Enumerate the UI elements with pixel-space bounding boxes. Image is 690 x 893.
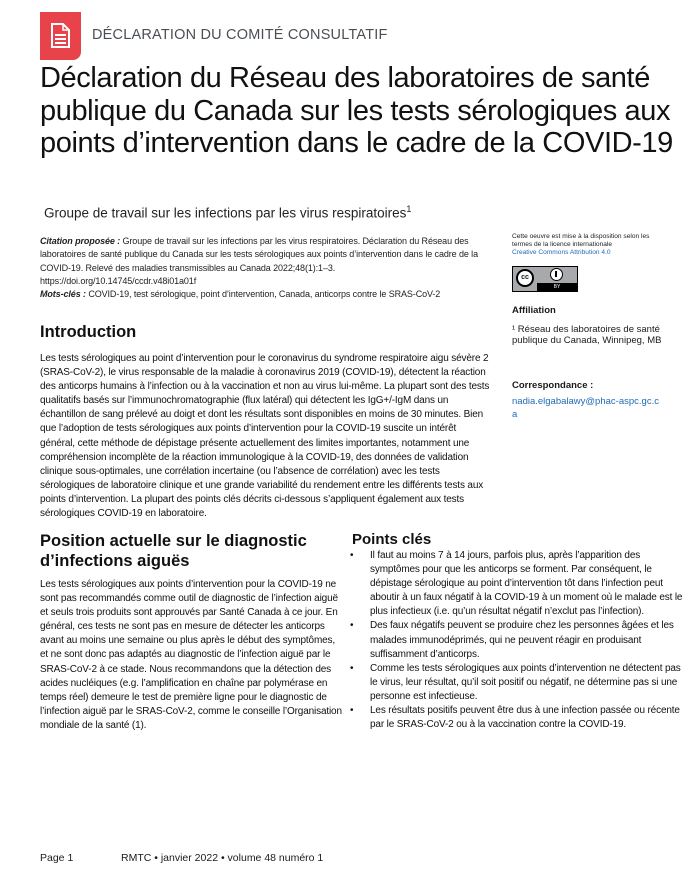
author-superscript: 1: [406, 204, 412, 214]
affiliation-title: Affiliation: [512, 304, 556, 316]
author-group: Groupe de travail sur les infections par les virus respiratoires: [44, 205, 407, 221]
cc-by-badge[interactable]: [512, 266, 578, 292]
license-text: Cette oeuvre est mise à la disposition selon les termes de la licence internationale: [512, 233, 650, 249]
sidebar: [512, 233, 684, 421]
affiliation-text: ¹ Réseau des laboratoires de santé publique du Canada, Winnipeg, MB: [512, 323, 662, 347]
bullet: •: [350, 550, 354, 561]
key-point-item: [347, 704, 683, 732]
key-point-item: [347, 619, 683, 661]
citation-label: Citation proposée :: [40, 236, 121, 246]
license-link[interactable]: Creative Commons Attribution 4.0: [512, 249, 611, 257]
bullet: •: [350, 662, 354, 674]
bullet: •: [350, 705, 354, 717]
section-label: DÉCLARATION DU COMITÉ CONSULTATIF: [92, 27, 388, 43]
introduction-heading: Introduction: [40, 323, 137, 341]
key-point-item: [347, 662, 683, 704]
key-point-item: [347, 549, 683, 619]
position-heading: Position actuelle sur le diagnostic d’infections aiguës: [40, 532, 307, 570]
citation-text: Groupe de travail sur les infections par les virus respiratoires. Déclaration du Réseau des laboratoires de santé publique du Canada sur les tests sérologiques aux points d’intervention dans le cadre de la COVID-19. Relevé des maladies transmissibles au Canada 2022;48(1):1–3.: [40, 236, 478, 273]
person-icon: [550, 268, 563, 281]
position-section: [40, 531, 342, 733]
key-point-text: Les résultats positifs peuvent être dus à une infection passée ou récente par le SRAS-CoV-2 ou à la vaccination contre la COVID-19.: [370, 705, 680, 731]
key-point-text: Il faut au moins 7 à 14 jours, parfois plus, après l’apparition des symptômes pour que les anticorps se forment. Par conséquent, le dépistage sérologique au point d’intervention tôt dans l’infection peut aboutir à un faux négatif à la COVID-19 à un moment où le malade est le plus infectieux (i.e. qu’un résultat négatif n’exclut pas l’infection).: [370, 550, 683, 618]
introduction-section: [40, 322, 490, 521]
cc-icon: cc: [516, 269, 534, 287]
correspondence-email[interactable]: nadia.elgabalawy@phac-aspc.gc.ca: [512, 395, 659, 420]
journal-info: RMTC • janvier 2022 • volume 48 numéro 1: [121, 852, 324, 864]
keywords-text: COVID-19, test sérologique, point d’intervention, Canada, anticorps contre le SRAS-CoV-2: [85, 289, 441, 300]
page-number: Page 1: [40, 852, 74, 864]
key-points-section: [347, 531, 683, 732]
introduction-body: Les tests sérologiques au point d’intervention pour le coronavirus du syndrome respiratoire aigu sévère 2 (SRAS-CoV-2), le virus responsable de la maladie à coronavirus 2019 (COVID-19), détectent la réaction des anticorps humains à l’infection ou à la vaccination et non au virus lui-même. La plupart sont des tests qualitatifs basés sur l’immunochromatographie (flux latéral) qui détectent les IgG+/-IgM dans un échantillon de sang prélevé au doigt et dont les résultats sont disponibles en moins de 30 minutes. Bien que l’adoption de tests sérologiques aux points d’intervention pour la COVID-19 suscite un intérêt général, cette méthode de dépistage présente actuellement des limites importantes, notamment une compréhension incomplète de la réaction immunologique à la COVID-19, des données de validation clinique sous-optimales, une corrélation incertaine (ou l’absence de corrélation) avec les tests sérologiques de laboratoire clinique et une grande variabilité du rendement entre les différents tests aux points d’intervention. La plupart des points clés décrits ci-dessous s’appliquent également aux tests sérologiques COVID-19 en laboratoire.: [40, 353, 490, 520]
footer: [40, 852, 323, 864]
citation-block: [40, 235, 498, 301]
doi-link[interactable]: https://doi.org/10.14745/ccdr.v48i01a01f: [40, 275, 197, 286]
key-points-list: [347, 549, 683, 732]
key-point-text: Des faux négatifs peuvent se produire chez les personnes âgées et les malades immunodéprimés, qui ne peuvent réagir en produisant suffisamment d’anticorps.: [370, 620, 674, 660]
key-point-text: Comme les tests sérologiques aux points d’intervention ne détectent pas le virus, leur résultat, qu’il soit positif ou négatif, ne détermine pas si une personne est infectieuse.: [370, 662, 681, 702]
bullet: •: [350, 620, 354, 632]
page-title: Déclaration du Réseau des laboratoires de santé publique du Canada sur les tests sérologiques aux points d’intervention dans le cadre de la COVID-19: [40, 62, 673, 159]
document-icon: [40, 12, 81, 60]
keywords-label: Mots-clés :: [40, 289, 86, 300]
license-text-block: [512, 233, 652, 258]
key-points-heading: Points clés: [352, 531, 432, 548]
correspondence-title: Correspondance :: [512, 379, 594, 391]
position-body: Les tests sérologiques aux points d’intervention pour la COVID-19 ne sont pas recommandés comme outil de diagnostic de l’infection aiguë et seuls trois produits sont approuvés par Santé Canada à ce jour. En général, ces tests ne sont pas en mesure de détecter les anticorps avant au moins une semaine ou plus après le début des symptômes, et ne sont donc pas adaptés au diagnostic de l’infection aiguë par le SRAS-CoV-2 à ce stade. Nous recommandons que la détection des acides nucléiques (e.g. l’amplification en chaîne par polymérase en temps réel) demeure le test de première ligne pour le diagnostic de l’infection aiguë par le SRAS-CoV-2, comme le conseille l’Organisation mondiale de la santé (1).: [40, 579, 342, 731]
by-label: BY: [537, 283, 577, 291]
authors: [44, 204, 411, 221]
